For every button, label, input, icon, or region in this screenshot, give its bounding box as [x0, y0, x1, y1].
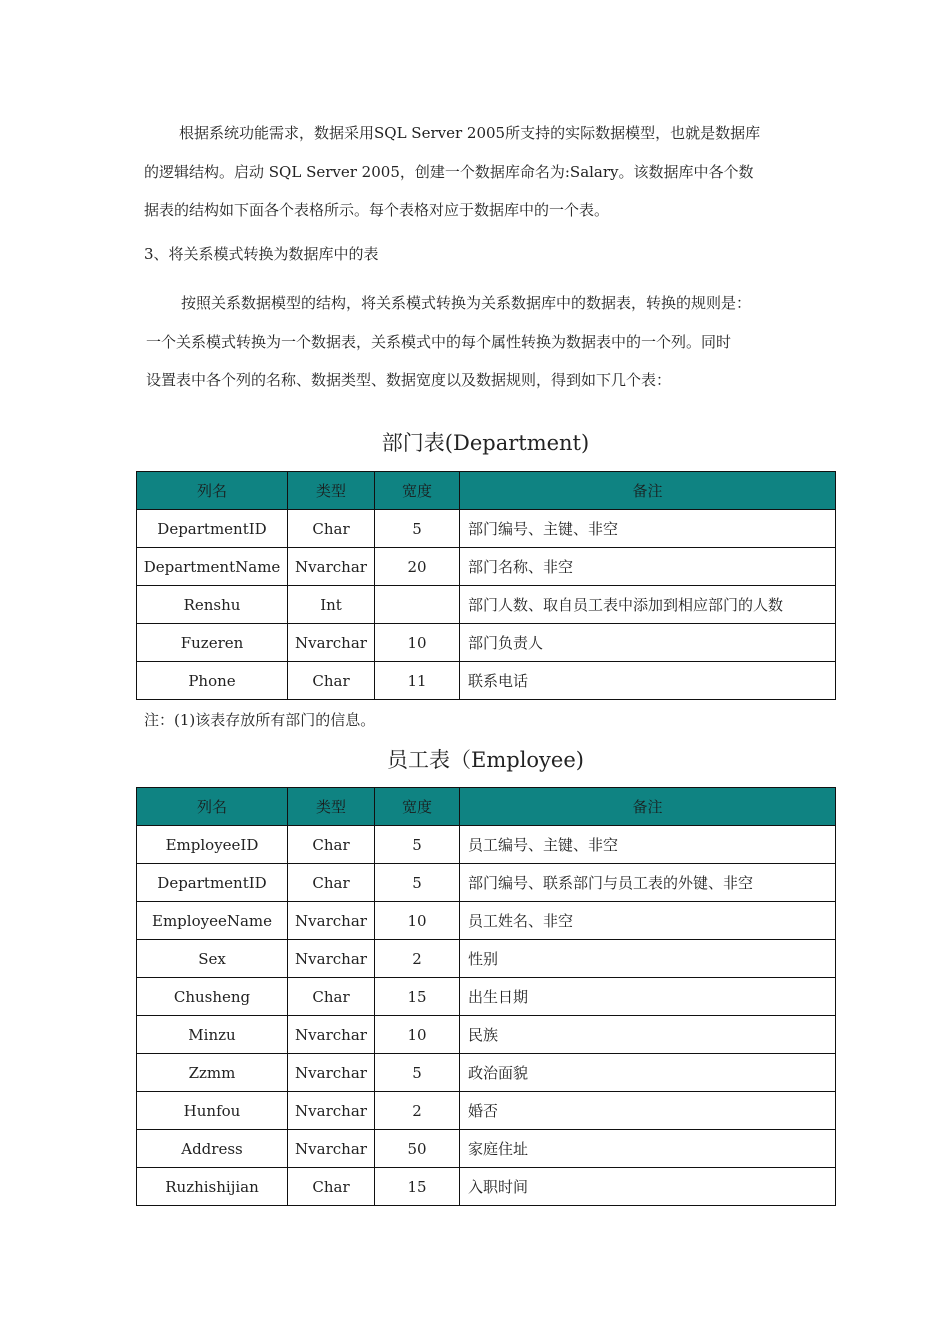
table-row — [137, 1092, 836, 1130]
table-row — [137, 978, 836, 1016]
cell-type: Int — [288, 586, 375, 624]
cell-remark: 出生日期 — [460, 978, 836, 1016]
cell-column-name: Hunfou — [137, 1092, 288, 1130]
section-heading: 3、将关系模式转换为数据库中的表 — [144, 245, 379, 263]
cell-column-name: DepartmentName — [137, 548, 288, 586]
table-row — [137, 662, 836, 700]
cell-remark: 员工姓名、非空 — [460, 902, 836, 940]
cell-column-name: Chusheng — [137, 978, 288, 1016]
table-row — [137, 1016, 836, 1054]
cell-column-name: Renshu — [137, 586, 288, 624]
cell-remark: 部门人数、取自员工表中添加到相应部门的人数 — [460, 586, 836, 624]
column-header-type: 类型 — [288, 472, 375, 510]
cell-width: 10 — [375, 1016, 460, 1054]
cell-width: 10 — [375, 624, 460, 662]
cell-remark: 政治面貌 — [460, 1054, 836, 1092]
cell-remark: 家庭住址 — [460, 1130, 836, 1168]
cell-remark: 部门名称、非空 — [460, 548, 836, 586]
employee-table-title: 员工表（Employee) — [387, 748, 584, 772]
table-header-row — [137, 472, 836, 510]
cell-type: Nvarchar — [288, 1092, 375, 1130]
cell-column-name: EmployeeID — [137, 826, 288, 864]
department-table-title: 部门表(Department) — [381, 431, 590, 455]
cell-column-name: DepartmentID — [137, 510, 288, 548]
cell-type: Char — [288, 978, 375, 1016]
table-row — [137, 548, 836, 586]
column-header-width: 宽度 — [375, 472, 460, 510]
cell-column-name: Ruzhishijian — [137, 1168, 288, 1206]
cell-width: 15 — [375, 978, 460, 1016]
cell-width: 20 — [375, 548, 460, 586]
cell-width: 11 — [375, 662, 460, 700]
cell-column-name: DepartmentID — [137, 864, 288, 902]
column-header-remark: 备注 — [460, 472, 836, 510]
rules-line: 一个关系模式转换为一个数据表，关系模式中的每个属性转换为数据表中的一个列。同时 — [146, 332, 732, 351]
intro-line: 据表的结构如下面各个表格所示。每个表格对应于数据库中的一个表。 — [144, 201, 610, 219]
table-row — [137, 826, 836, 864]
cell-remark: 部门负责人 — [460, 624, 836, 662]
cell-width: 2 — [375, 1092, 460, 1130]
table-row — [137, 940, 836, 978]
table-row — [137, 902, 836, 940]
cell-type: Nvarchar — [288, 1054, 375, 1092]
cell-remark: 性别 — [460, 940, 836, 978]
cell-width: 5 — [375, 1054, 460, 1092]
column-header-name: 列名 — [137, 472, 288, 510]
table-row — [137, 624, 836, 662]
column-header-remark: 备注 — [460, 788, 836, 826]
cell-remark: 民族 — [460, 1016, 836, 1054]
cell-remark: 部门编号、主键、非空 — [460, 510, 836, 548]
cell-column-name: EmployeeName — [137, 902, 288, 940]
cell-column-name: Address — [137, 1130, 288, 1168]
column-header-type: 类型 — [288, 788, 375, 826]
cell-width — [375, 586, 460, 624]
cell-width: 50 — [375, 1130, 460, 1168]
cell-column-name: Minzu — [137, 1016, 288, 1054]
cell-column-name: Zzmm — [137, 1054, 288, 1092]
cell-type: Nvarchar — [288, 1130, 375, 1168]
table-row — [137, 864, 836, 902]
cell-width: 15 — [375, 1168, 460, 1206]
cell-remark: 联系电话 — [460, 662, 836, 700]
cell-type: Nvarchar — [288, 548, 375, 586]
cell-column-name: Phone — [137, 662, 288, 700]
table-row — [137, 586, 836, 624]
department-table-note: 注：(1)该表存放所有部门的信息。 — [144, 711, 376, 729]
cell-remark: 婚否 — [460, 1092, 836, 1130]
intro-paragraph — [144, 114, 810, 230]
cell-remark: 员工编号、主键、非空 — [460, 826, 836, 864]
intro-line: 的逻辑结构。启动 SQL Server 2005，创建一个数据库命名为:Salary。该数据库中各个数 — [144, 162, 754, 181]
table-row — [137, 1054, 836, 1092]
cell-width: 5 — [375, 864, 460, 902]
cell-width: 5 — [375, 510, 460, 548]
cell-column-name: Sex — [137, 940, 288, 978]
cell-column-name: Fuzeren — [137, 624, 288, 662]
table-row — [137, 510, 836, 548]
cell-type: Nvarchar — [288, 902, 375, 940]
cell-type: Char — [288, 662, 375, 700]
cell-type: Nvarchar — [288, 1016, 375, 1054]
table-header-row — [137, 788, 836, 826]
table-row — [137, 1168, 836, 1206]
cell-width: 10 — [375, 902, 460, 940]
column-header-width: 宽度 — [375, 788, 460, 826]
department-table — [136, 471, 836, 700]
cell-remark: 部门编号、联系部门与员工表的外键、非空 — [460, 864, 836, 902]
table-row — [137, 1130, 836, 1168]
cell-type: Char — [288, 1168, 375, 1206]
cell-type: Char — [288, 864, 375, 902]
intro-line: 根据系统功能需求，数据采用SQL Server 2005所支持的实际数据模型，也就是数据库 — [179, 124, 761, 142]
rules-line: 按照关系数据模型的结构，将关系模式转换为关系数据库中的数据表，转换的规则是： — [181, 294, 752, 312]
rules-line: 设置表中各个列的名称、数据类型、数据宽度以及数据规则，得到如下几个表： — [146, 371, 672, 389]
cell-width: 2 — [375, 940, 460, 978]
rules-paragraph — [146, 284, 806, 400]
cell-remark: 入职时间 — [460, 1168, 836, 1206]
cell-type: Char — [288, 510, 375, 548]
cell-width: 5 — [375, 826, 460, 864]
column-header-name: 列名 — [137, 788, 288, 826]
cell-type: Nvarchar — [288, 624, 375, 662]
cell-type: Char — [288, 826, 375, 864]
cell-type: Nvarchar — [288, 940, 375, 978]
employee-table — [136, 787, 836, 1206]
